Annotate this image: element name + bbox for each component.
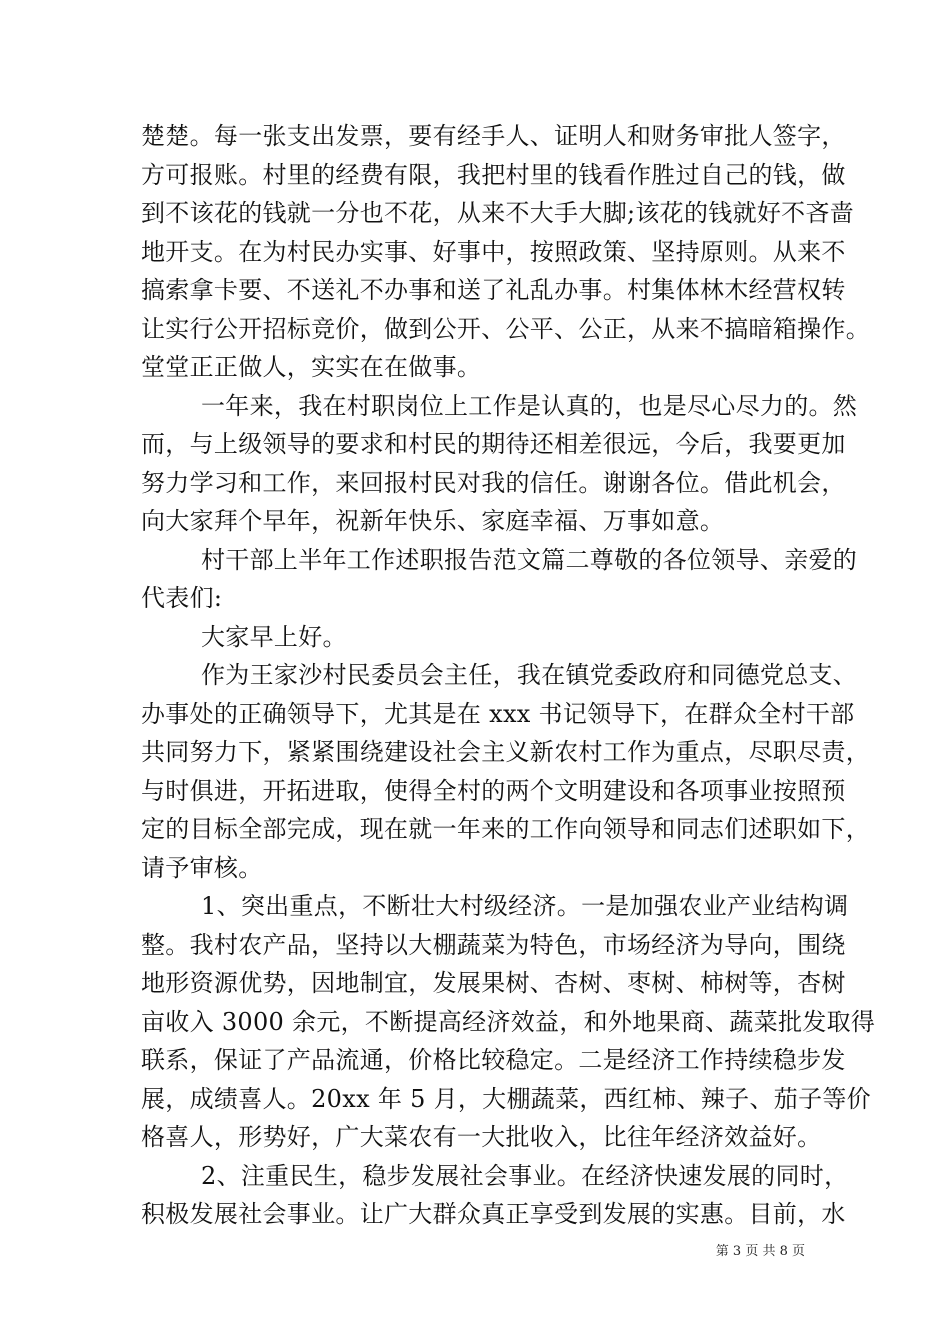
- text-line: 2、注重民生，稳步发展社会事业。在经济快速发展的同时，: [201, 1161, 849, 1190]
- text-line: 地形资源优势，因地制宜，发展果树、杏树、枣树、柿树等，杏树: [141, 969, 846, 997]
- text-line: 让实行公开招标竞价，做到公开、公平、公正，从来不搞暗箱操作。: [141, 314, 870, 343]
- text-line: 展，成绩喜人。20xx 年 5 月，大棚蔬菜，西红柿、辣子、茄子等价: [141, 1084, 871, 1113]
- text-line: 联系，保证了产品流通，价格比较稳定。二是经济工作持续稳步发: [141, 1046, 846, 1074]
- text-line: 一年来，我在村职岗位上工作是认真的，也是尽心尽力的。然: [201, 391, 858, 420]
- text-line: 格喜人，形势好，广大菜农有一大批收入，比往年经济效益好。: [141, 1123, 822, 1151]
- text-line: 亩收入 3000 余元，不断提高经济效益，和外地果商、蔬菜批发取得: [141, 1007, 876, 1036]
- text-line: 1、突出重点，不断壮大村级经济。一是加强农业产业结构调: [201, 892, 849, 920]
- text-line: 大家早上好。: [201, 622, 347, 651]
- text-line: 请予审核。: [141, 853, 263, 882]
- text-line: 堂堂正正做人，实实在在做事。: [141, 353, 482, 381]
- text-line: 整。我村农产品，坚持以大棚蔬菜为特色，市场经济为导向，围绕: [141, 930, 846, 959]
- text-line: 村干部上半年工作述职报告范文篇二尊敬的各位领导、亲爱的: [201, 545, 858, 574]
- text-line: 方可报账。村里的经费有限，我把村里的钱看作胜过自己的钱，做: [141, 160, 846, 189]
- text-line: 向大家拜个早年，祝新年快乐、家庭幸福、万事如意。: [141, 507, 725, 535]
- text-line: 与时俱进，开拓进取，使得全村的两个文明建设和各项事业按照预: [141, 776, 846, 805]
- text-line: 共同努力下，紧紧围绕建设社会主义新农村工作为重点，尽职尽责，: [141, 738, 870, 766]
- text-line: 而，与上级领导的要求和村民的期待还相差很远，今后，我要更加: [141, 430, 846, 458]
- text-line: 定的目标全部完成，现在就一年来的工作向领导和同志们述职如下，: [141, 815, 870, 843]
- document-body: [141, 117, 876, 1234]
- text-line: 作为王家沙村民委员会主任，我在镇党委政府和同德党总支、: [201, 661, 858, 689]
- text-line: 努力学习和工作，来回报村民对我的信任。谢谢各位。借此机会，: [141, 468, 846, 497]
- text-line: 楚楚。每一张支出发票，要有经手人、证明人和财务审批人签字，: [141, 122, 846, 150]
- text-line: 地开支。在为村民办实事、好事中，按照政策、坚持原则。从来不: [141, 237, 846, 266]
- text-line: 到不该花的钱就一分也不花，从来不大手大脚;该花的钱就好不吝啬: [141, 199, 855, 227]
- text-line: 代表们:: [141, 584, 223, 612]
- text-line: 搞索拿卡要、不送礼不办事和送了礼乱办事。村集体林木经营权转: [141, 276, 846, 304]
- text-line: 积极发展社会事业。让广大群众真正享受到发展的实惠。目前，水: [141, 1200, 846, 1228]
- page-number-footer: 第 3 页 共 8 页: [715, 1244, 805, 1259]
- text-line: 办事处的正确领导下，尤其是在 xxx 书记领导下，在群众全村干部: [141, 699, 855, 728]
